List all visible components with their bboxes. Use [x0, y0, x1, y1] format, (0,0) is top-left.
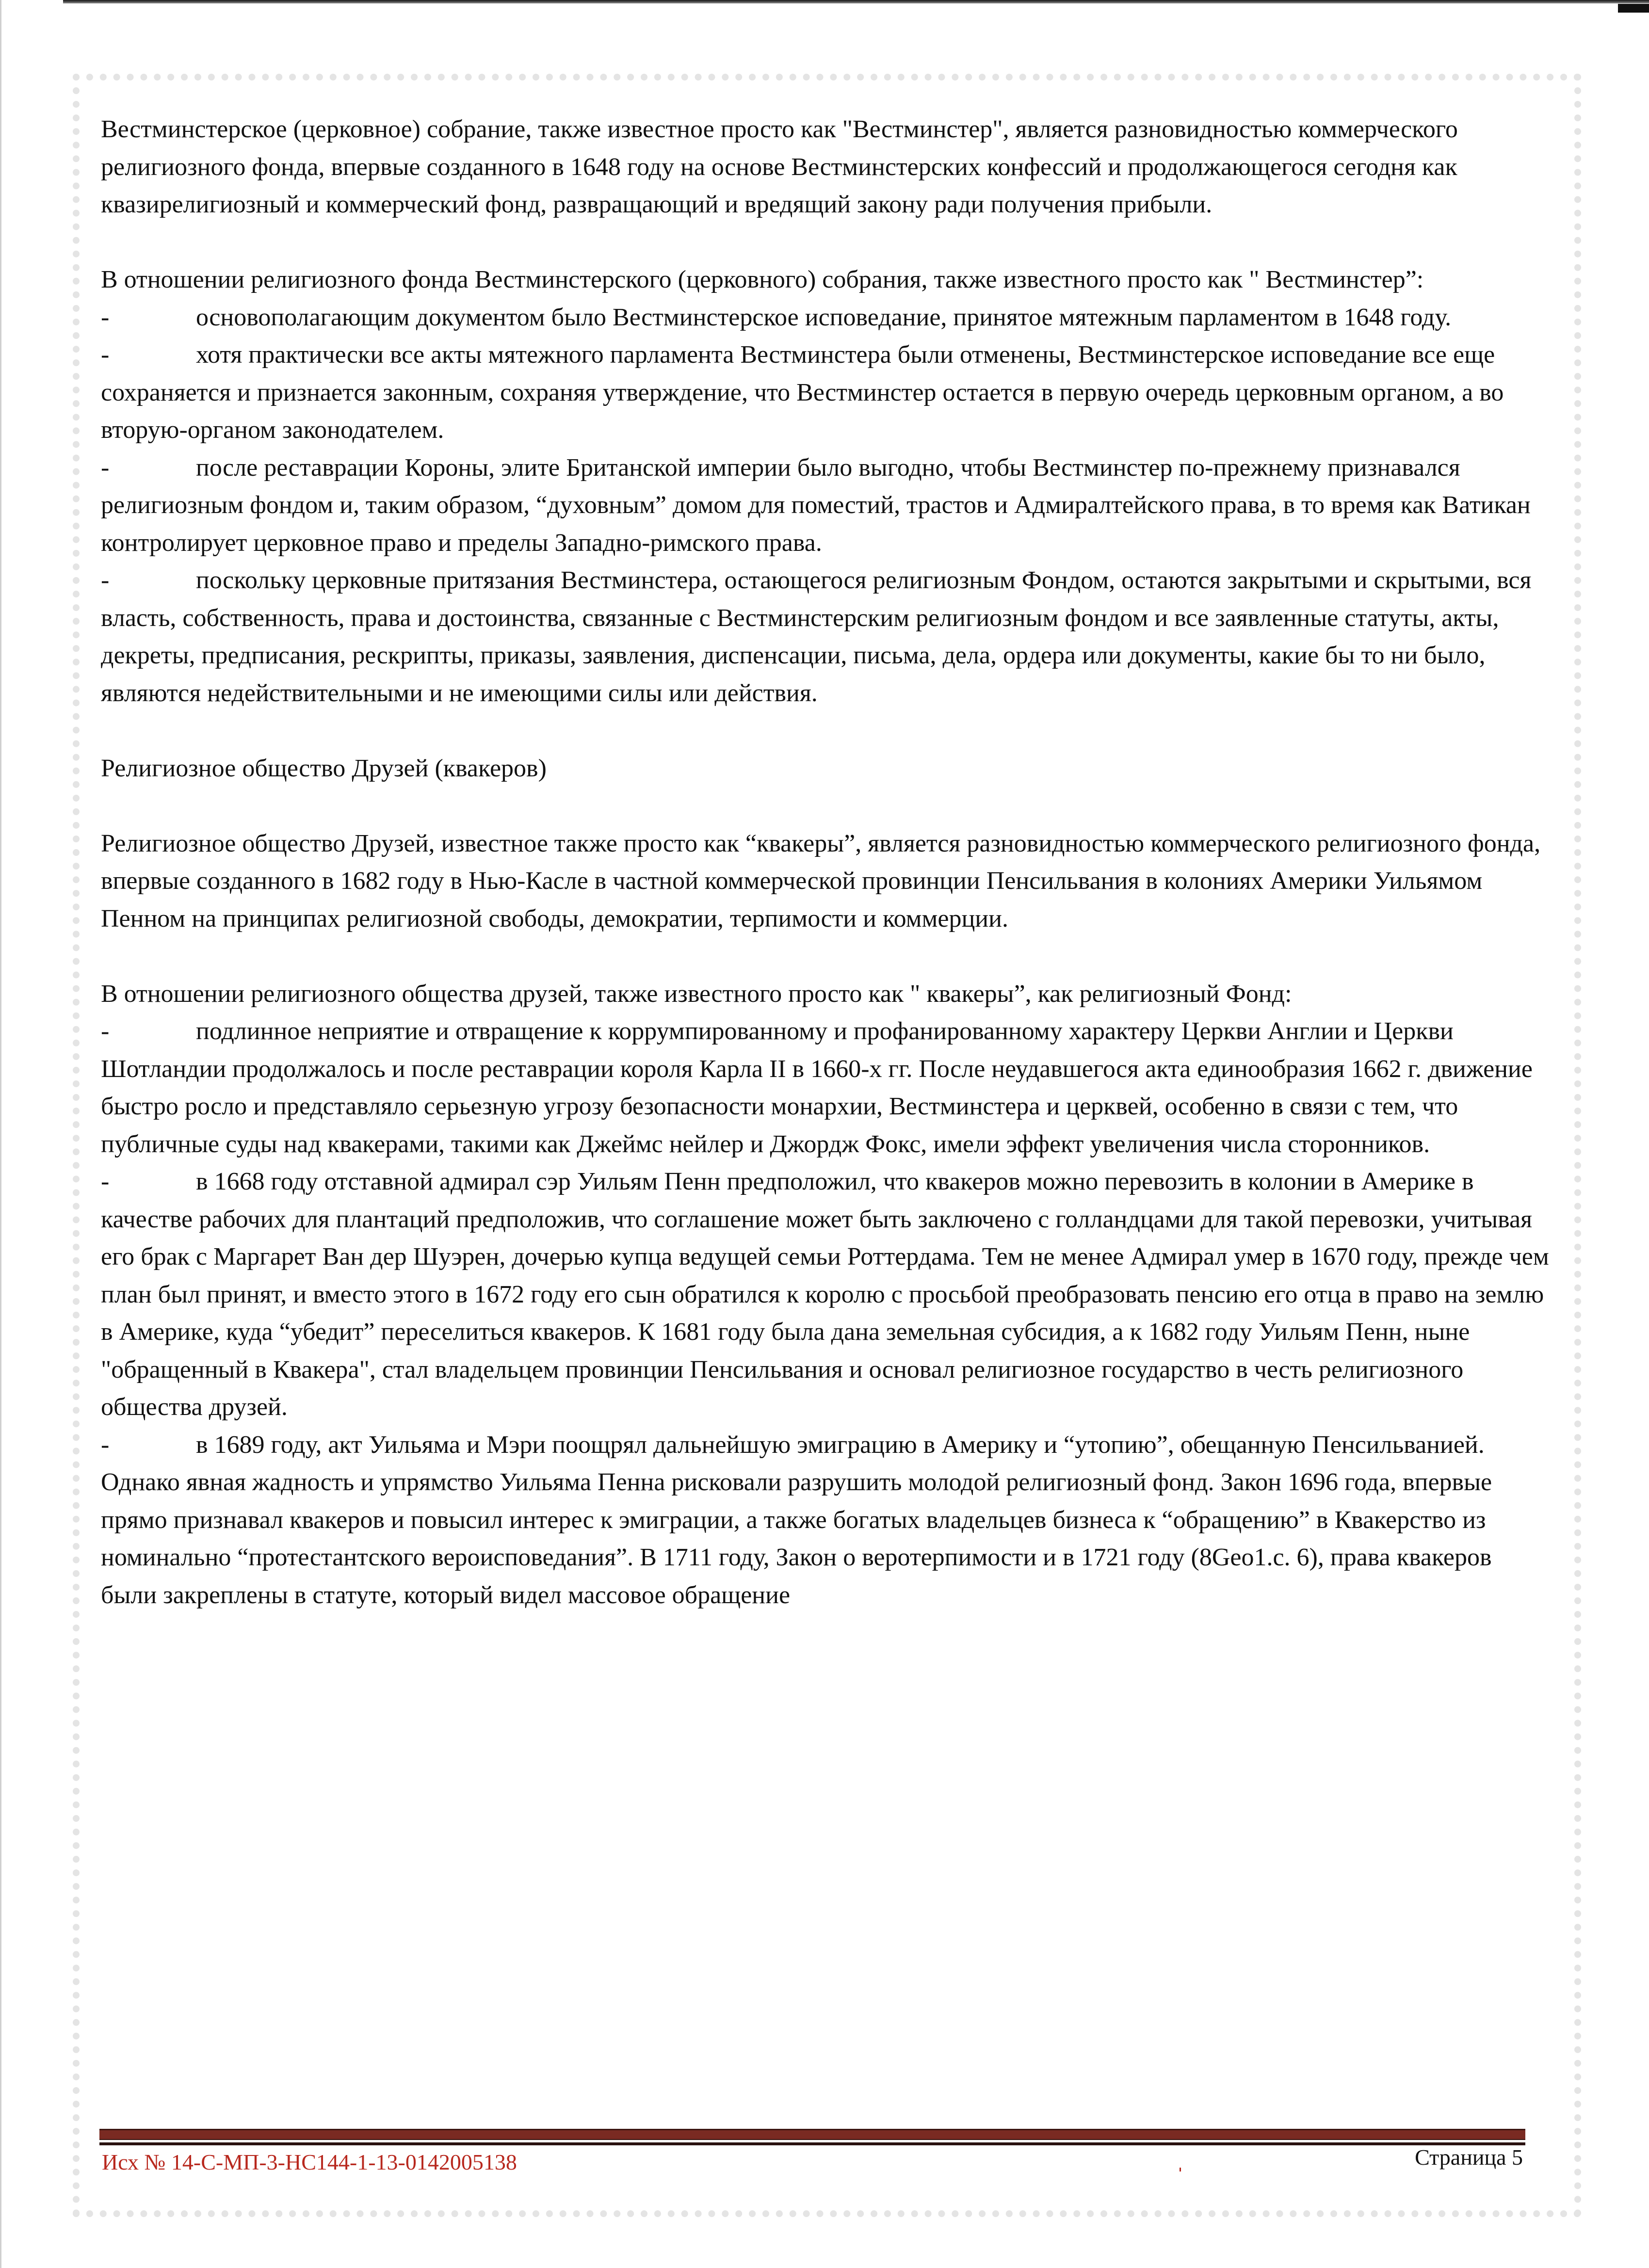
scan-edge-top	[63, 0, 1649, 4]
paragraph-gap	[101, 787, 1551, 825]
scan-artifact-corner	[1618, 4, 1649, 13]
paragraph-gap	[101, 937, 1551, 975]
list-item	[101, 1013, 1551, 1163]
paragraph-quakers-regarding: В отношении религиозного общества друзей, также известного просто как " квакеры”, как религиозный Фонд:	[101, 980, 1292, 1008]
footer-page-number: Страница 5	[1415, 2145, 1523, 2170]
westminster-bullet-list	[101, 299, 1551, 712]
list-item-text: в 1668 году отставной адмирал сэр Уильям Пенн предположил, что квакеров можно перевозить в колонии в Америке в качестве рабочих для плантаций предположив, что соглашение может быть заключено с голландцами для такой перевозки, учитывая его брак с Маргарет Ван дер Шуэрен, дочерью купца ведущей семьи Роттердама. Тем не менее Адмирал умер в 1670 году, прежде чем план был принят, и вместо этого в 1672 году его сын обратился к королю с просьбой преобразовать пенсию его отца в право на землю в Америке, куда “убедит” переселиться квакеров. К 1681 году была дана земельная субсидия, а к 1682 году Уильям Пенн, ныне "обращенный в Квакера", стал владельцем провинции Пенсильвания и основал религиозное государство в честь религиозного общества друзей.	[101, 1168, 1549, 1421]
list-item-text: подлинное неприятие и отвращение к коррумпированному и профанированному характеру Церкви Англии и Церкви Шотландии продолжалось и после реставрации короля Карла II в 1660-х гг. После неудавшегося акта единообразия 1662 г. движение быстро росло и представляло серьезную угрозу безопасности монархии, Вестминстера и церквей, особенно в связи с тем, что публичные суды над квакерами, такими как Джеймс нейлер и Джордж Фокс, имели эффект увеличения числа сторонников.	[101, 1017, 1533, 1158]
footer-divider-thick	[99, 2129, 1525, 2140]
list-item-text: после реставрации Короны, элите Британской империи было выгодно, чтобы Вестминстер по-прежнему признавался религиозным фондом и, таким образом, “духовным” домом для поместий, трастов и Адмиралтейского права, в то время как Ватикан контролирует церковное право и пределы Западно-римского права.	[101, 453, 1531, 557]
list-item	[101, 449, 1551, 562]
bullet-dash: -	[101, 566, 110, 594]
list-item-text: поскольку церковные притязания Вестминстера, остающегося религиозным Фондом, остаются закрытыми и скрытыми, вся власть, собственность, права и достоинства, связанные с Вестминстерским религиозным фондом и все заявленные статуты, акты, декреты, предписания, рескрипты, приказы, заявления, диспенсации, письма, дела, ордера или документы, какие бы то ни было, являются недействительными и не имеющими силы или действия.	[101, 566, 1532, 707]
list-item-text: хотя практически все акты мятежного парламента Вестминстера были отменены, Вестминстерское исповедание все еще сохраняется и признается законным, сохраняя утверждение, что Вестминстер остается в первую очередь церковным органом, а во вторую-органом законодателем.	[101, 341, 1504, 444]
section-heading-quakers: Религиозное общество Друзей (квакеров)	[101, 754, 547, 782]
bullet-dash: -	[101, 341, 110, 369]
bullet-dash: -	[101, 1017, 110, 1045]
paragraph-gap	[101, 224, 1551, 261]
footer-reference-number: Исх № 14-С-МП-3-НС144-1-13-0142005138	[102, 2150, 517, 2174]
list-item-text: основополагающим документом было Вестминстерское исповедание, принятое мятежным парламентом в 1648 году.	[196, 303, 1452, 331]
bullet-dash: -	[101, 303, 110, 331]
paragraph-gap	[101, 712, 1551, 750]
quakers-bullet-list	[101, 1013, 1551, 1614]
list-item	[101, 1426, 1551, 1614]
list-item	[101, 1163, 1551, 1426]
paragraph-quakers-intro: Религиозное общество Друзей, известное также просто как “квакеры”, является разновидностью коммерческого религиозного фонда, впервые созданного в 1682 году в Нью-Касле в частной коммерческой провинции Пенсильвания в колониях Америки Уильямом Пенном на принципах религиозной свободы, демократии, терпимости и коммерции.	[101, 829, 1541, 933]
list-item	[101, 562, 1551, 712]
document-body	[101, 111, 1551, 1614]
bullet-dash: -	[101, 1431, 110, 1459]
bullet-dash: -	[101, 1168, 110, 1195]
list-item	[101, 336, 1551, 449]
footer-divider-thin	[99, 2142, 1525, 2145]
paragraph-westminster-intro: Вестминстерское (церковное) собрание, также известное просто как "Вестминстер", является разновидностью коммерческого религиозного фонда, впервые созданного в 1648 году на основе Вестминстерских конфессий и продолжающегося сегодня как квазирелигиозный и коммерческий фонд, развращающий и вредящий закону ради получения прибыли.	[101, 115, 1458, 218]
paragraph-westminster-regarding: В отношении религиозного фонда Вестминстерского (церковного) собрания, также известного просто как " Вестминстер”:	[101, 266, 1424, 293]
footer-divider	[99, 2129, 1525, 2145]
scan-edge-left	[0, 0, 1, 2268]
bullet-dash: -	[101, 453, 110, 482]
list-item-text: в 1689 году, акт Уильяма и Мэри поощрял дальнейшую эмиграцию в Америку и “утопию”, обещанную Пенсильванией. Однако явная жадность и упрямство Уильяма Пенна рисковали разрушить молодой религиозный фонд. Закон 1696 года, впервые прямо признавал квакеров и повысил интерес к эмиграции, а также богатых владельцев бизнеса к “обращению” в Квакерство из номинально “протестантского вероисповедания”. В 1711 году, Закон о веротерпимости и в 1721 году (8Geo1.c. 6), права квакеров были закреплены в статуте, который видел массовое обращение	[101, 1431, 1492, 1609]
list-item	[101, 299, 1551, 337]
footer-stray-mark	[1180, 2168, 1181, 2171]
